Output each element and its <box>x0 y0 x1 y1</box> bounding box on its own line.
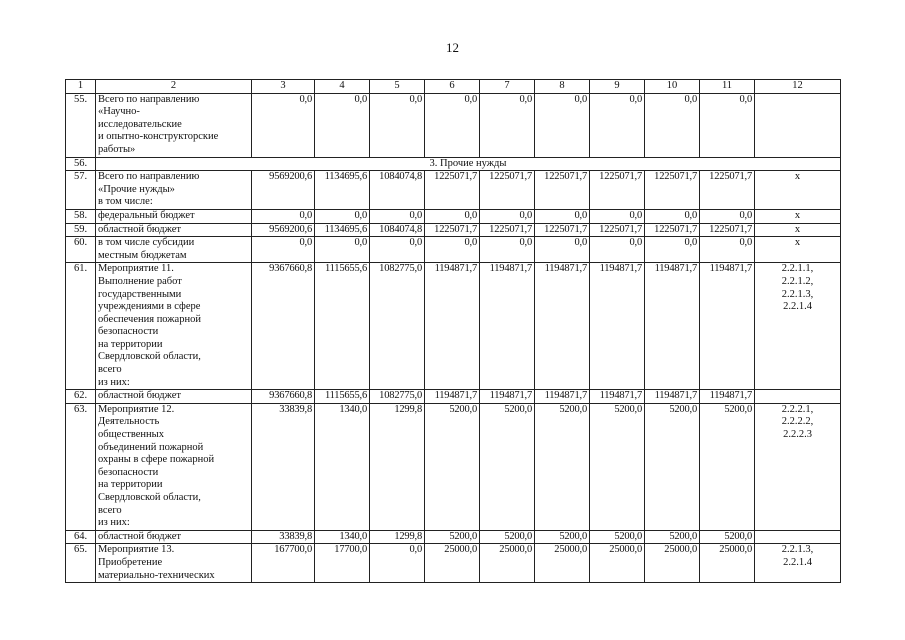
value-cell: 1194871,7 <box>645 390 700 404</box>
value-cell: 1082775,0 <box>370 263 425 390</box>
row-number: 62. <box>66 390 96 404</box>
value-cell: 1194871,7 <box>590 263 645 390</box>
value-cell: 1225071,7 <box>535 171 590 210</box>
row-name <box>96 403 252 530</box>
header-cell: 6 <box>425 80 480 94</box>
value-cell: 5200,0 <box>535 403 590 530</box>
value-cell: 1225071,7 <box>700 171 755 210</box>
value-cell: 1134695,6 <box>315 223 370 237</box>
value-cell: 25000,0 <box>535 544 590 583</box>
value-cell: 5200,0 <box>645 530 700 544</box>
table-row <box>66 263 841 390</box>
header-cell: 11 <box>700 80 755 94</box>
row-name-line: Всего по направлению <box>98 171 200 183</box>
value-cell: 5200,0 <box>480 530 535 544</box>
table-row <box>66 403 841 530</box>
value-cell: 1134695,6 <box>315 171 370 210</box>
value-cell: 25000,0 <box>425 544 480 583</box>
budget-table <box>65 79 841 583</box>
target-code: 2.2.1.2, <box>781 275 814 287</box>
value-cell: 5200,0 <box>535 530 590 544</box>
value-cell: 0,0 <box>535 209 590 223</box>
target-code: 2.2.2.3 <box>783 429 812 441</box>
value-cell: 5200,0 <box>645 403 700 530</box>
row-name-line: Всего по направлению <box>98 93 200 105</box>
target-code: х <box>794 171 801 183</box>
value-cell: 33839,8 <box>252 403 315 530</box>
row-number: 56. <box>66 157 96 171</box>
value-cell: 0,0 <box>645 237 700 263</box>
row-name-line: из них: <box>98 517 130 529</box>
row-name-line: государственными <box>98 288 182 300</box>
value-cell: 1340,0 <box>315 403 370 530</box>
row-number: 64. <box>66 530 96 544</box>
table-row <box>66 530 841 544</box>
value-cell: 25000,0 <box>700 544 755 583</box>
value-cell: 167700,0 <box>252 544 315 583</box>
row-name-line: «Прочие нужды» <box>98 183 175 195</box>
value-cell: 1082775,0 <box>370 390 425 404</box>
header-cell: 7 <box>480 80 535 94</box>
row-number: 65. <box>66 544 96 583</box>
value-cell: 1194871,7 <box>425 390 480 404</box>
row-name-line: Свердловской области, <box>98 351 201 363</box>
row-name-line: областной бюджет <box>98 530 181 542</box>
value-cell: 0,0 <box>315 93 370 157</box>
row-number: 57. <box>66 171 96 210</box>
page-number: 12 <box>446 40 459 55</box>
table-row <box>66 237 841 263</box>
row-name-line: Мероприятие 13. <box>98 544 175 556</box>
value-cell: 1194871,7 <box>535 390 590 404</box>
target-code-cell <box>755 403 841 530</box>
row-name-line: в том числе: <box>98 196 153 208</box>
row-name <box>96 390 252 404</box>
value-cell: 1194871,7 <box>480 390 535 404</box>
row-number: 58. <box>66 209 96 223</box>
row-name-line: работы» <box>98 143 136 155</box>
row-name-line: областной бюджет <box>98 390 181 402</box>
value-cell: 1194871,7 <box>645 263 700 390</box>
value-cell: 1194871,7 <box>700 263 755 390</box>
row-number: 60. <box>66 237 96 263</box>
row-name-line: Выполнение работ <box>98 275 182 287</box>
row-name <box>96 209 252 223</box>
value-cell: 1194871,7 <box>535 263 590 390</box>
table-row <box>66 544 841 583</box>
table-row <box>66 171 841 210</box>
value-cell: 1225071,7 <box>480 223 535 237</box>
header-cell: 8 <box>535 80 590 94</box>
row-name <box>96 93 252 157</box>
target-code: х <box>794 209 801 221</box>
row-name-line: федеральный бюджет <box>98 209 195 221</box>
value-cell: 5200,0 <box>590 530 645 544</box>
value-cell: 1299,8 <box>370 403 425 530</box>
target-code-cell <box>755 544 841 583</box>
value-cell: 0,0 <box>425 93 480 157</box>
target-code-cell <box>755 171 841 210</box>
value-cell: 0,0 <box>480 237 535 263</box>
value-cell: 0,0 <box>700 209 755 223</box>
value-cell: 1299,8 <box>370 530 425 544</box>
value-cell: 0,0 <box>252 209 315 223</box>
value-cell: 0,0 <box>252 93 315 157</box>
target-code-cell <box>755 263 841 390</box>
value-cell: 0,0 <box>370 209 425 223</box>
row-name-line: и опытно-конструкторские <box>98 131 219 143</box>
target-code: 2.2.1.4 <box>783 301 812 313</box>
row-name-line: всего <box>98 504 122 516</box>
value-cell: 1225071,7 <box>425 223 480 237</box>
value-cell: 0,0 <box>315 237 370 263</box>
row-name-line: охраны в сфере пожарной <box>98 454 215 466</box>
value-cell: 17700,0 <box>315 544 370 583</box>
target-code: х <box>794 223 801 235</box>
value-cell: 0,0 <box>370 544 425 583</box>
row-name <box>96 223 252 237</box>
value-cell: 5200,0 <box>700 403 755 530</box>
value-cell: 1194871,7 <box>590 390 645 404</box>
target-code: 2.2.1.3, <box>781 288 814 300</box>
value-cell: 1225071,7 <box>535 223 590 237</box>
section-title: 3. Прочие нужды <box>96 157 841 171</box>
target-code: 2.2.1.3, <box>781 544 814 556</box>
target-code-cell <box>755 530 841 544</box>
value-cell: 0,0 <box>645 93 700 157</box>
value-cell: 9569200,6 <box>252 171 315 210</box>
value-cell: 5200,0 <box>425 403 480 530</box>
header-cell: 1 <box>66 80 96 94</box>
target-code-cell <box>755 390 841 404</box>
row-name-line: Свердловской области, <box>98 492 201 503</box>
value-cell: 0,0 <box>590 237 645 263</box>
row-name <box>96 263 252 390</box>
row-name-line: на территории <box>98 479 163 491</box>
header-cell: 10 <box>645 80 700 94</box>
value-cell: 1194871,7 <box>480 263 535 390</box>
target-code: 2.2.1.1, <box>781 263 814 275</box>
value-cell: 25000,0 <box>645 544 700 583</box>
value-cell: 0,0 <box>425 237 480 263</box>
row-name-line: Приобретение <box>98 556 163 568</box>
value-cell: 1225071,7 <box>700 223 755 237</box>
value-cell: 0,0 <box>315 209 370 223</box>
target-code-cell <box>755 209 841 223</box>
value-cell: 1225071,7 <box>645 223 700 237</box>
value-cell: 9367660,8 <box>252 263 315 390</box>
row-name-line: «Научно- <box>98 106 140 118</box>
row-name <box>96 530 252 544</box>
value-cell: 1115655,6 <box>315 263 370 390</box>
value-cell: 1084074,8 <box>370 223 425 237</box>
table-row <box>66 223 841 237</box>
header-row <box>66 80 841 94</box>
value-cell: 25000,0 <box>480 544 535 583</box>
row-name-line: обеспечения пожарной <box>98 313 201 325</box>
value-cell: 0,0 <box>700 93 755 157</box>
row-number: 61. <box>66 263 96 390</box>
value-cell: 0,0 <box>645 209 700 223</box>
row-number: 59. <box>66 223 96 237</box>
header-cell: 2 <box>96 80 252 94</box>
row-name <box>96 544 252 583</box>
value-cell: 5200,0 <box>700 530 755 544</box>
row-name-line: учреждениями в сфере <box>98 301 201 313</box>
value-cell: 9367660,8 <box>252 390 315 404</box>
row-name-line: безопасности <box>98 326 159 338</box>
value-cell: 1225071,7 <box>645 171 700 210</box>
value-cell: 1225071,7 <box>425 171 480 210</box>
row-name-line: местным бюджетам <box>98 249 187 261</box>
value-cell: 0,0 <box>590 209 645 223</box>
header-cell: 12 <box>755 80 841 94</box>
value-cell: 0,0 <box>480 93 535 157</box>
value-cell: 1084074,8 <box>370 171 425 210</box>
value-cell: 1225071,7 <box>590 171 645 210</box>
value-cell: 1115655,6 <box>315 390 370 404</box>
value-cell: 0,0 <box>370 93 425 157</box>
value-cell: 0,0 <box>370 237 425 263</box>
value-cell: 1194871,7 <box>425 263 480 390</box>
row-name-line: безопасности <box>98 466 159 478</box>
header-cell: 5 <box>370 80 425 94</box>
row-name-line: в том числе субсидии <box>98 237 195 249</box>
target-code: 2.2.1.4 <box>783 556 812 568</box>
row-name <box>96 237 252 263</box>
target-code-cell <box>755 223 841 237</box>
row-name-line: материально-технических <box>98 569 215 581</box>
target-code-cell <box>755 237 841 263</box>
row-name-line: объединений пожарной <box>98 441 204 453</box>
value-cell: 5200,0 <box>425 530 480 544</box>
value-cell: 0,0 <box>535 93 590 157</box>
value-cell: 1225071,7 <box>590 223 645 237</box>
row-name-line: всего <box>98 364 122 376</box>
value-cell: 0,0 <box>252 237 315 263</box>
table-row <box>66 209 841 223</box>
row-name-line: Деятельность <box>98 416 160 428</box>
row-name-line: общественных <box>98 429 164 441</box>
row-name-line: Мероприятие 12. <box>98 403 175 415</box>
row-name-line: областной бюджет <box>98 223 181 235</box>
value-cell: 5200,0 <box>590 403 645 530</box>
value-cell: 0,0 <box>425 209 480 223</box>
header-cell: 3 <box>252 80 315 94</box>
value-cell: 1340,0 <box>315 530 370 544</box>
row-number: 55. <box>66 93 96 157</box>
section-row <box>66 157 841 171</box>
header-cell: 9 <box>590 80 645 94</box>
value-cell: 1194871,7 <box>700 390 755 404</box>
target-code: 2.2.2.2, <box>781 416 814 428</box>
header-cell: 4 <box>315 80 370 94</box>
value-cell: 1225071,7 <box>480 171 535 210</box>
row-number: 63. <box>66 403 96 530</box>
target-code: х <box>794 237 801 249</box>
value-cell: 0,0 <box>700 237 755 263</box>
table-row <box>66 390 841 404</box>
value-cell: 9569200,6 <box>252 223 315 237</box>
row-name <box>96 171 252 210</box>
value-cell: 25000,0 <box>590 544 645 583</box>
value-cell: 0,0 <box>480 209 535 223</box>
value-cell: 0,0 <box>535 237 590 263</box>
value-cell: 0,0 <box>590 93 645 157</box>
value-cell: 5200,0 <box>480 403 535 530</box>
row-name-line: из них: <box>98 376 130 388</box>
row-name-line: Мероприятие 11. <box>98 263 174 275</box>
row-name-line: на территории <box>98 338 163 350</box>
target-code-cell <box>755 93 841 157</box>
target-code: 2.2.2.1, <box>781 403 814 415</box>
value-cell: 33839,8 <box>252 530 315 544</box>
row-name-line: исследовательские <box>98 118 182 130</box>
table-row <box>66 93 841 157</box>
